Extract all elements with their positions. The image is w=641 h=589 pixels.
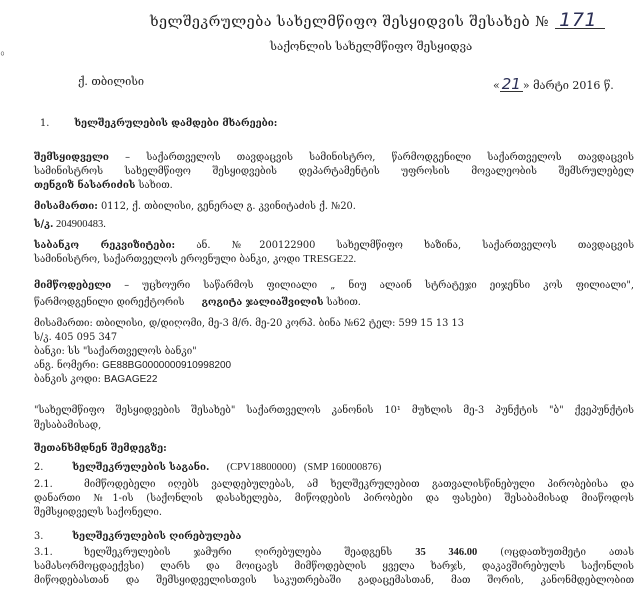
- purchaser-line-1-text: – საქართველოს თავდაცვის სამინისტრო, წარმოდგენილი საქართველოს თავდაცვის: [108, 152, 634, 163]
- legal-basis-line-2: შესაბამისად,: [34, 420, 102, 431]
- agreement-heading: შეთანხმდნენ შემდეგზე:: [34, 443, 167, 454]
- clause-3-1-line-3: მიწოდებასთან და შემსყიდველისთვის საკუთრებაში გადაცემასთან, მათ შორის, კანონმდებლობით: [34, 575, 634, 586]
- purchaser-bank-label: საბანკო რეკვიზიტები:: [34, 240, 176, 251]
- supplier-account: [34, 360, 634, 372]
- section-3-title: ხელშეკრულების ღირებულება: [72, 531, 242, 542]
- supplier-id: ს/კ. 405 095 347: [34, 332, 118, 343]
- clause-3-1-line-1-suffix: (ოცდათხუთმეტი ათას: [500, 547, 635, 558]
- purchaser-bank-code: TRESGE22.: [303, 254, 357, 265]
- section-3-heading: [34, 531, 241, 543]
- purchaser-line-3-rest: სახით.: [135, 180, 173, 191]
- supplier-account-label: ანგ. ნომერი:: [34, 360, 103, 371]
- document-subtitle: საქონლის სახელმწიფო შესყიდვა: [270, 39, 473, 53]
- purchaser-address-label: მისამართი:: [34, 201, 98, 212]
- supplier-line-2-prefix: წარმოდგენილი დირექტორის: [34, 297, 185, 308]
- purchaser-representative-name: თენგიზ ნასარიძის: [34, 180, 136, 191]
- section-2-number: 2.: [34, 462, 44, 473]
- supplier-address: მისამართი: თბილისი, დ/დიღომი, მე-3 მ/რ. მე-20 კორპ. ბინა №62 ტელ: 599 15 13 13: [34, 318, 464, 329]
- purchaser-id: [34, 219, 634, 232]
- purchaser-bank-line-1: [34, 240, 634, 252]
- purchaser-line-3: [34, 180, 634, 192]
- date-month-year: მარტი 2016 წ.: [533, 79, 614, 92]
- handwritten-date-day: 21: [501, 75, 521, 93]
- clause-3-1-line-2: სამასორმოცდაექვსი) ლარს და მოიცავს მიმწოდებლის ყველა ხარჯს, დაკავშირებულს საქონლის: [34, 561, 634, 572]
- clause-2-1-line-2: დანართი №1-ის (საქონლის დასახელება, მიწოდების პირობები და ფასები) შესაბამისად მიაწოდოს: [34, 493, 634, 504]
- supplier-line-1-text: – უცხოური საწარმოს ფილიალი „ ნიუ ალაინ სტრატეჯი ეიჯენსი კოს ფილიალი",: [111, 280, 634, 291]
- date-open-quote: «: [493, 79, 500, 92]
- supplier-line-2: [34, 297, 634, 309]
- supplier-lead: მიმწოდებელი: [34, 280, 112, 291]
- purchaser-bank-line-1-text: ან. №200122900 სახელმწიფო ხაზინა, საქართველოს თავდაცვის: [175, 240, 635, 251]
- supplier-line-1: [34, 280, 634, 292]
- purchaser-lead: შემსყიდველი: [34, 152, 109, 163]
- section-1-number: 1.: [40, 118, 50, 129]
- clause-2-1-line-1: მიმწოდებელი იღებს ვალდებულებას, ამ ხელშეკრულებით გათვალისწინებული პირობებისა და: [84, 479, 634, 490]
- clause-3-1-line-1-prefix: ხელშეკრულების ჯამური ღირებულება შეადგენს: [84, 547, 393, 558]
- margin-mark-icon: ﾟ: [0, 50, 9, 69]
- contract-amount: 35 346.00: [415, 547, 478, 558]
- section-1-heading: [40, 118, 277, 130]
- supplier-bank-code: [34, 374, 634, 386]
- supplier-bank: ბანკი: სს "საქართველოს ბანკი": [34, 346, 197, 357]
- section-1-title: ხელშეკრულების დამდები მხარეები:: [74, 118, 278, 129]
- document-title: [150, 9, 605, 31]
- clause-3-1-number: 3.1.: [34, 547, 53, 558]
- purchaser-bank-line-2-text: სამინისტრო, საქართველოს ეროვნული ბანკი, კოდი: [34, 254, 304, 265]
- clause-2-1-line-3: შემსყიდველს საქონელი.: [34, 507, 163, 518]
- section-2-title: ხელშეკრულების საგანი.: [72, 462, 210, 473]
- purchaser-bank-line-2: [34, 254, 634, 267]
- handwritten-contract-number: 171: [555, 12, 605, 29]
- supplier-account-number: GE88BG0000000910998200: [102, 360, 232, 371]
- supplier-line-2-rest: სახით.: [323, 297, 361, 308]
- supplier-director-name: გოგიტა ჯალიაშვილის: [201, 297, 324, 308]
- purchaser-id-value: 204900483.: [53, 219, 106, 230]
- section-2-heading: [34, 462, 381, 475]
- legal-basis-line-1: "სახელმწიფო შესყიდვების შესახებ" საქართველოს კანონის 10¹ მუხლის მე-3 პუნქტის "ბ" ქვეპუნქტის: [34, 405, 634, 416]
- section-3-number: 3.: [34, 531, 44, 542]
- supplier-bank-code-value: BAGAGE22: [104, 374, 158, 385]
- clause-2-1-number: 2.1.: [34, 479, 53, 490]
- date-close-quote: »: [522, 79, 530, 92]
- document-date: [493, 75, 614, 93]
- document-city: ქ. თბილისი: [78, 75, 145, 88]
- section-2-codes: (CPV18800000) (SMP 160000876): [226, 462, 382, 473]
- clause-3-1-line-1: [84, 547, 634, 560]
- purchaser-line-2: სამინისტროს სახელმწიფო შესყიდვების დეპარტამენტის უფროსის მოვალეობის შემსრულებელ: [34, 166, 634, 177]
- supplier-bank-code-label: ბანკის კოდი:: [34, 374, 105, 385]
- purchaser-address-value: 0112, ქ. თბილისი, გენერალ გ. კვინიტაძის ქ. №20.: [97, 201, 356, 212]
- purchaser-line-1: [34, 152, 634, 164]
- purchaser-address: [34, 201, 634, 213]
- document-title-text: ხელშეკრულება სახელმწიფო შესყიდვის შესახებ №: [150, 14, 550, 30]
- purchaser-id-label: ს/კ.: [34, 219, 54, 230]
